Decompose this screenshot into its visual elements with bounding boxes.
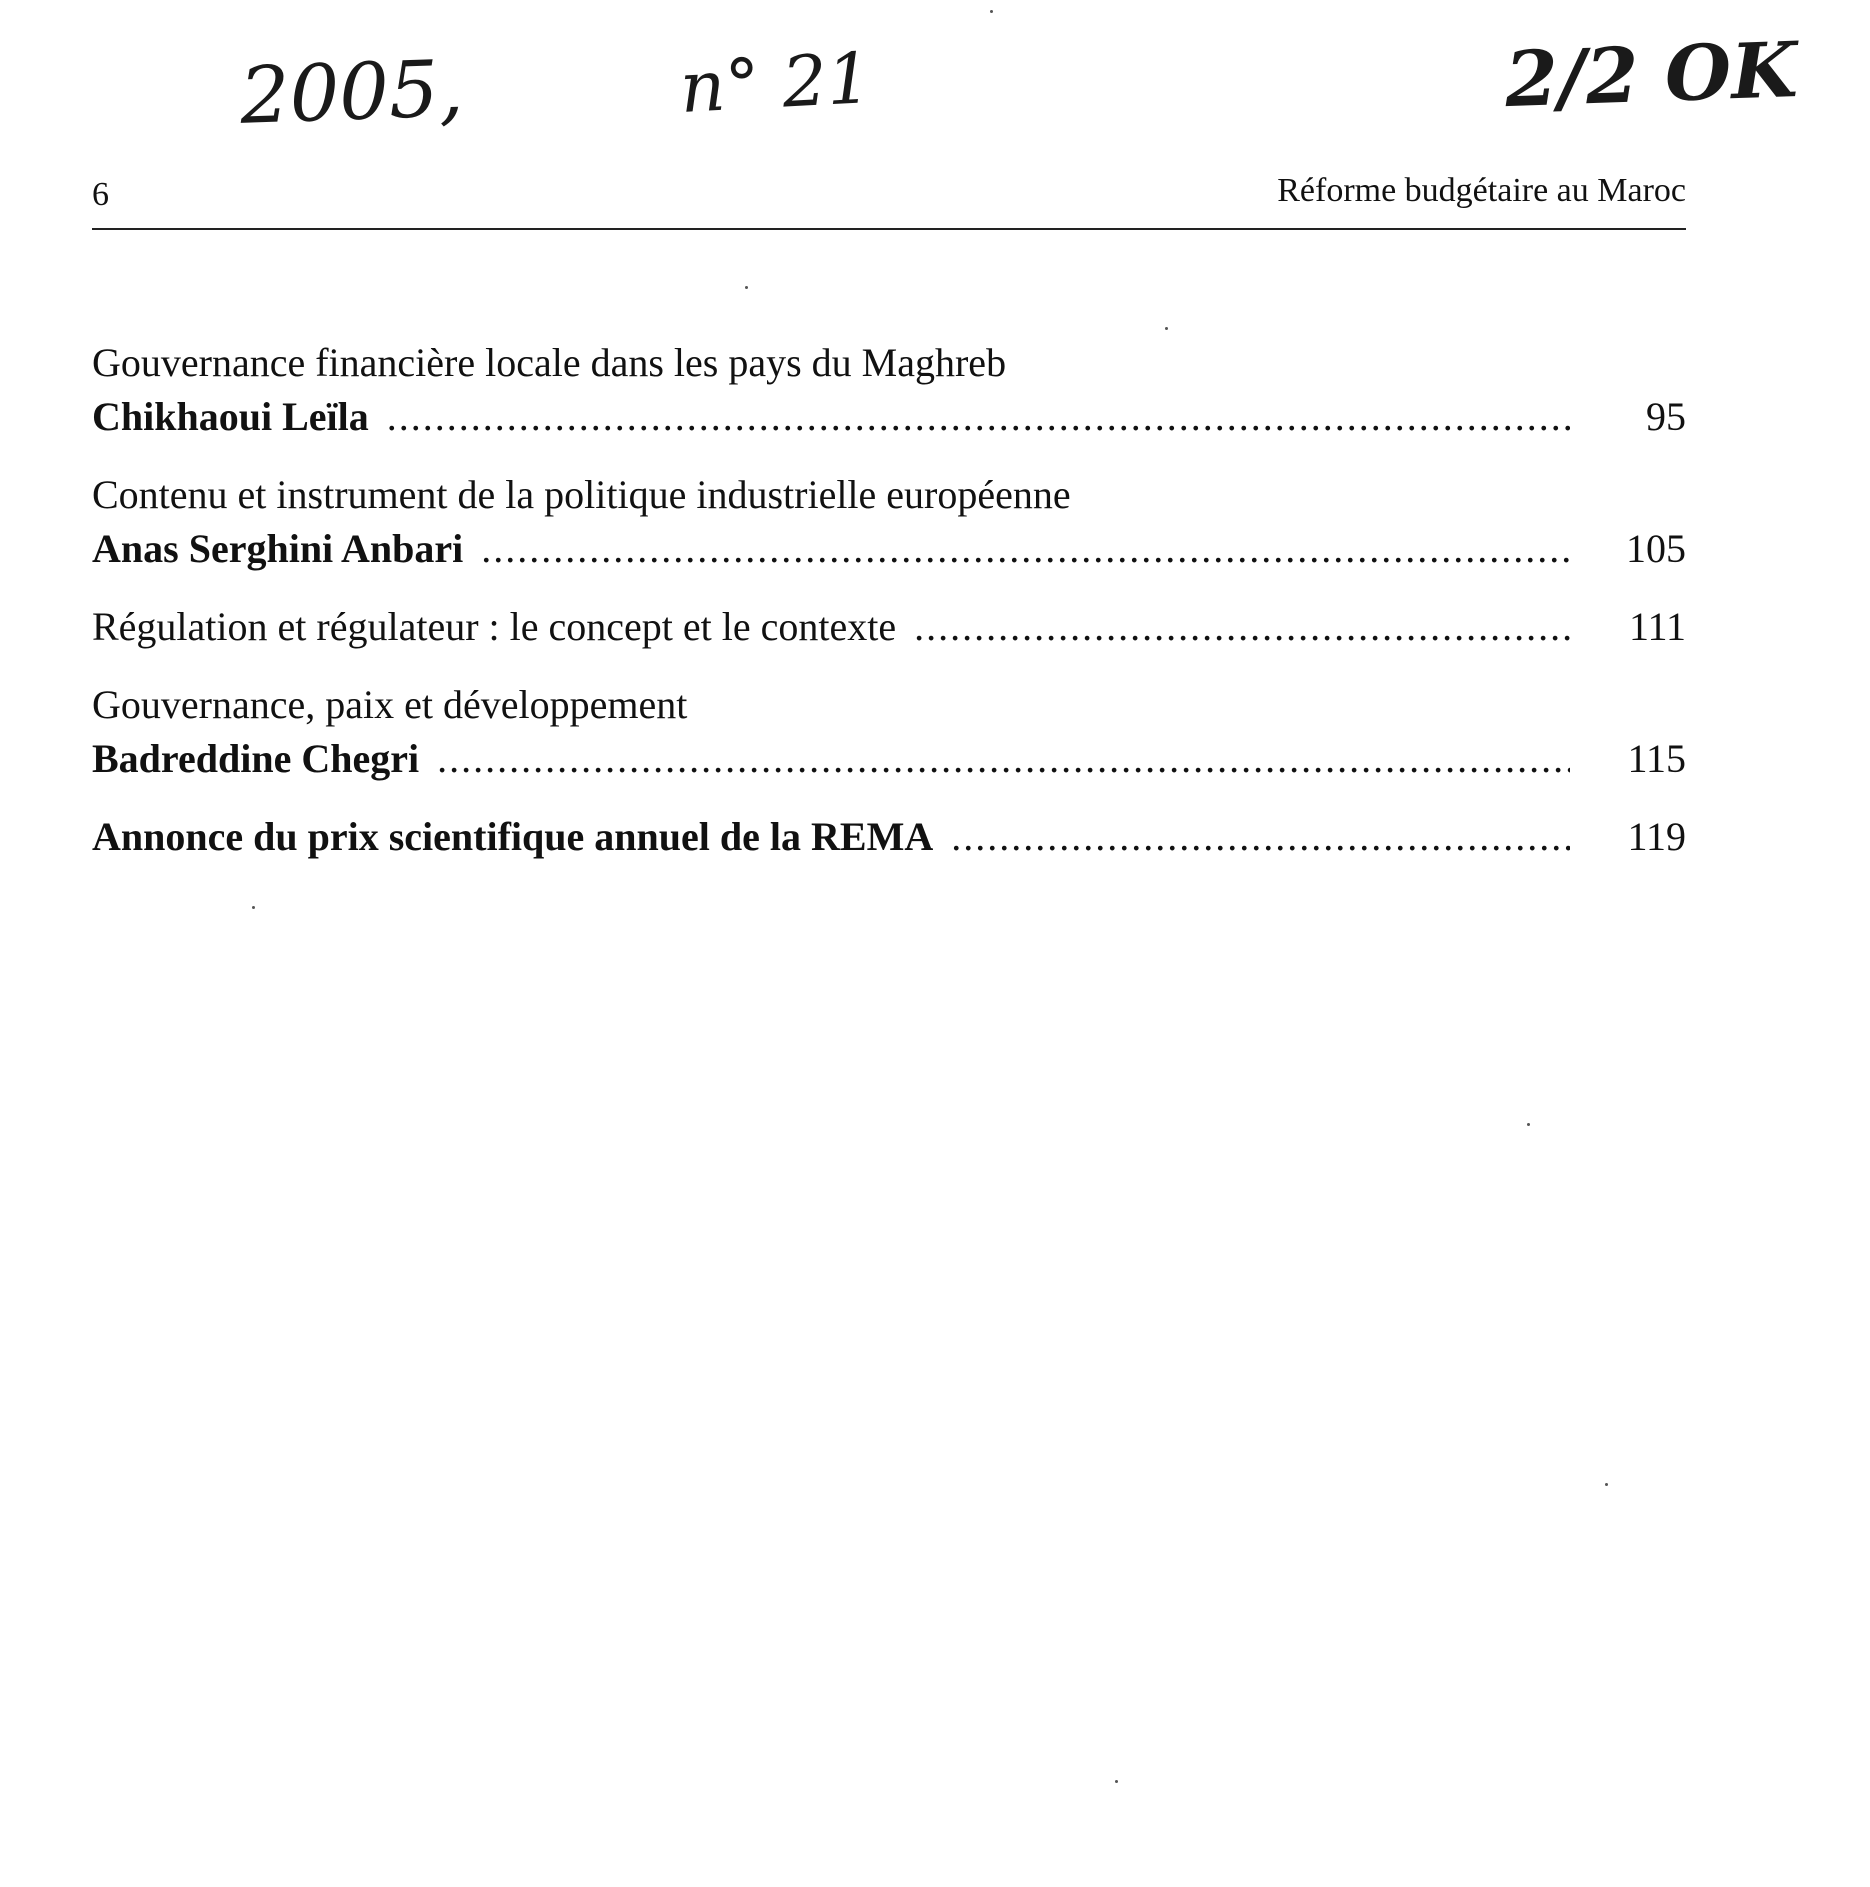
handwritten-year: 2005, bbox=[238, 44, 465, 142]
toc-entry-2 bbox=[92, 468, 1686, 576]
scan-speck bbox=[990, 10, 993, 13]
toc-entry-author: Badreddine Chegri bbox=[92, 736, 420, 781]
header-rule bbox=[92, 228, 1686, 230]
scan-speck bbox=[1527, 1123, 1530, 1126]
handwritten-status-text: 2/2 OK bbox=[1503, 24, 1799, 125]
table-of-contents bbox=[92, 336, 1686, 888]
toc-entry-page: 119 bbox=[1627, 814, 1686, 859]
dot-leader bbox=[387, 390, 1570, 444]
scan-speck bbox=[1115, 1780, 1118, 1783]
toc-entry-author: Chikhaoui Leïla bbox=[92, 394, 369, 439]
page-number: 6 bbox=[92, 176, 109, 213]
toc-entry-page: 111 bbox=[1628, 604, 1686, 649]
toc-entry-5 bbox=[92, 810, 1686, 864]
toc-entry-title-line bbox=[92, 810, 1686, 864]
scan-speck bbox=[745, 286, 748, 289]
toc-entry-1 bbox=[92, 336, 1686, 444]
toc-entry-title: Contenu et instrument de la politique industrielle européenne bbox=[92, 472, 1071, 517]
toc-entry-title-line bbox=[92, 678, 1686, 732]
toc-entry-author-line bbox=[92, 732, 1686, 786]
toc-entry-author: Anas Serghini Anbari bbox=[92, 526, 464, 571]
dot-leader bbox=[437, 732, 1570, 786]
toc-entry-page: 105 bbox=[1626, 526, 1686, 571]
toc-entry-3 bbox=[92, 600, 1686, 654]
dot-leader bbox=[481, 522, 1570, 576]
toc-entry-title-line bbox=[92, 468, 1686, 522]
toc-entry-page: 95 bbox=[1646, 394, 1686, 439]
toc-entry-title-line bbox=[92, 600, 1686, 654]
toc-entry-title: Gouvernance financière locale dans les pays du Maghreb bbox=[92, 340, 1007, 385]
dot-leader bbox=[914, 600, 1570, 654]
running-header bbox=[92, 168, 1686, 214]
handwritten-issue: n° 21 bbox=[677, 37, 874, 129]
toc-entry-4 bbox=[92, 678, 1686, 786]
toc-entry-title-line bbox=[92, 336, 1686, 390]
toc-entry-title: Régulation et régulateur : le concept et le contexte bbox=[92, 604, 897, 649]
toc-entry-author-line bbox=[92, 390, 1686, 444]
toc-entry-author-line bbox=[92, 522, 1686, 576]
toc-entry-title: Annonce du prix scientifique annuel de la REMA bbox=[92, 814, 934, 859]
toc-entry-page: 115 bbox=[1627, 736, 1686, 781]
scan-speck bbox=[1165, 327, 1168, 330]
scan-speck bbox=[252, 906, 255, 909]
handwritten-status bbox=[1504, 25, 1799, 124]
scan-speck bbox=[1605, 1483, 1608, 1486]
running-title: Réforme budgétaire au Maroc bbox=[1277, 172, 1686, 209]
dot-leader bbox=[951, 810, 1570, 864]
toc-entry-title: Gouvernance, paix et développement bbox=[92, 682, 688, 727]
